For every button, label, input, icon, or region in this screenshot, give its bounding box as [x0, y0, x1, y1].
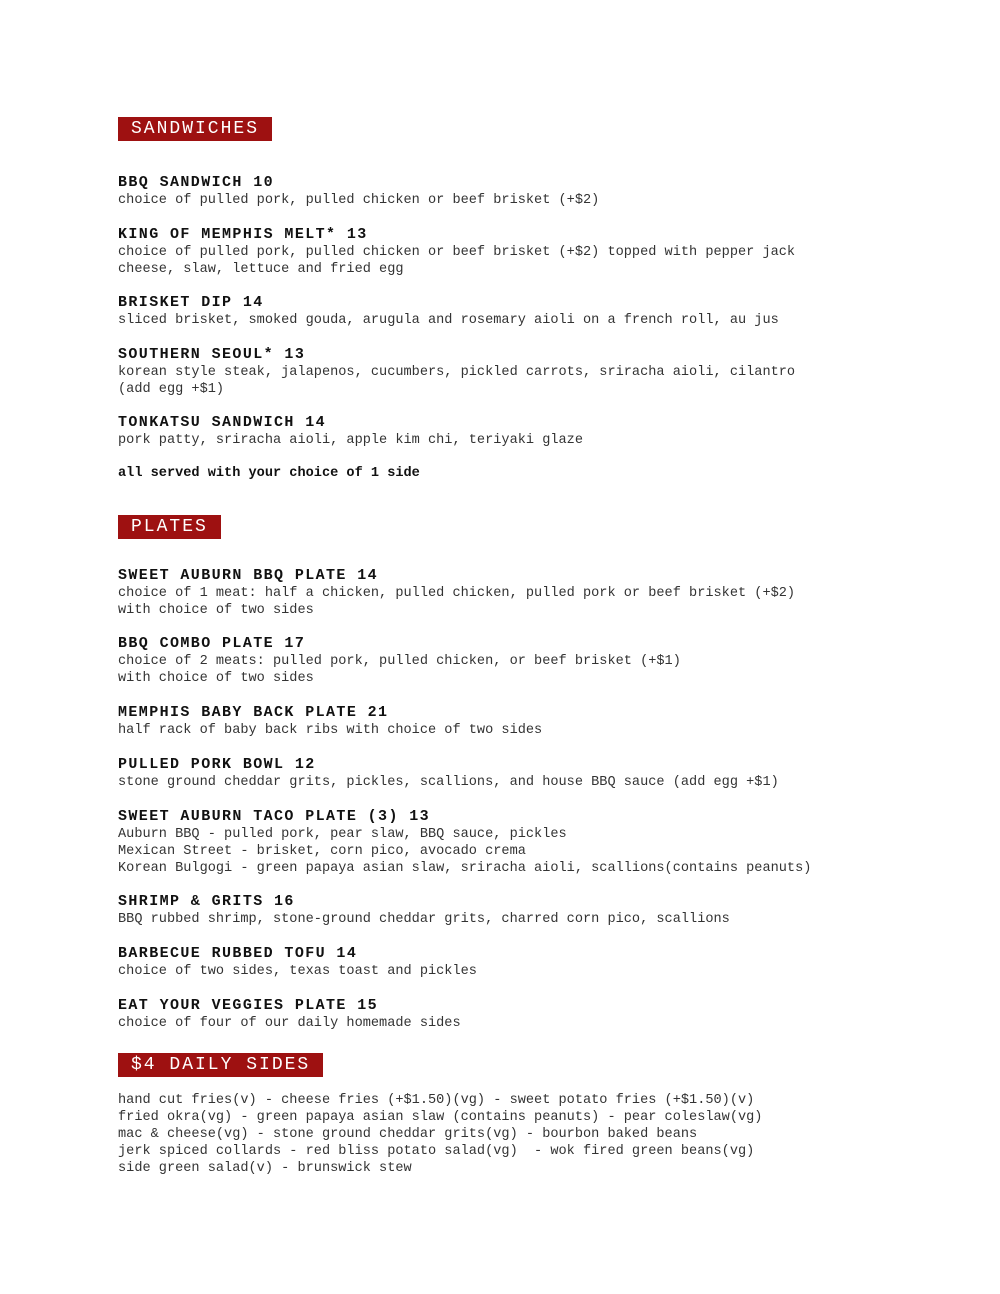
- section-tag: PLATES: [118, 515, 221, 539]
- menu-item: [118, 567, 795, 619]
- item-title: SWEET AUBURN BBQ PLATE 14: [118, 567, 379, 584]
- item-description: sliced brisket, smoked gouda, arugula and rosemary aioli on a french roll, au jus: [118, 313, 779, 328]
- item-description: with choice of two sides: [118, 603, 314, 618]
- sides-line: jerk spiced collards - red bliss potato salad(vg) - wok fired green beans(vg): [118, 1144, 755, 1159]
- item-description: choice of pulled pork, pulled chicken or beef brisket (+$2) topped with pepper jack: [118, 245, 796, 260]
- item-description: pork patty, sriracha aioli, apple kim chi, teriyaki glaze: [118, 433, 583, 448]
- item-description: BBQ rubbed shrimp, stone-ground cheddar grits, charred corn pico, scallions: [118, 912, 730, 927]
- menu-item: [118, 945, 477, 980]
- item-description: half rack of baby back ribs with choice of two sides: [118, 723, 543, 738]
- item-title: SOUTHERN SEOUL* 13: [118, 346, 306, 363]
- menu-item: [118, 294, 779, 329]
- menu-item: [118, 635, 681, 687]
- item-description: choice of pulled pork, pulled chicken or beef brisket (+$2): [118, 193, 600, 208]
- item-description: korean style steak, jalapenos, cucumbers, pickled carrots, sriracha aioli, cilantro: [118, 365, 796, 380]
- item-description: Auburn BBQ - pulled pork, pear slaw, BBQ sauce, pickles: [118, 827, 567, 842]
- menu-item: [118, 756, 779, 791]
- item-title: SWEET AUBURN TACO PLATE (3) 13: [118, 808, 431, 825]
- item-title: BARBECUE RUBBED TOFU 14: [118, 945, 358, 962]
- menu-item: [118, 346, 795, 398]
- note-text: all served with your choice of 1 side: [118, 466, 420, 481]
- item-description: stone ground cheddar grits, pickles, scallions, and house BBQ sauce (add egg +$1): [118, 775, 779, 790]
- menu-item: [118, 808, 811, 877]
- item-title: TONKATSU SANDWICH 14: [118, 414, 327, 431]
- item-description: choice of 2 meats: pulled pork, pulled chicken, or beef brisket (+$1): [118, 654, 681, 669]
- item-title: PULLED PORK BOWL 12: [118, 756, 316, 773]
- item-description: choice of two sides, texas toast and pickles: [118, 964, 477, 979]
- menu-item: [118, 997, 461, 1032]
- item-description: Korean Bulgogi - green papaya asian slaw, sriracha aioli, scallions(contains peanuts): [118, 861, 812, 876]
- menu-item: [118, 893, 730, 928]
- section-tag: $4 DAILY SIDES: [118, 1053, 323, 1077]
- item-title: EAT YOUR VEGGIES PLATE 15: [118, 997, 379, 1014]
- menu-item: [118, 174, 599, 209]
- section-tag: SANDWICHES: [118, 117, 272, 141]
- sides-line: mac & cheese(vg) - stone ground cheddar grits(vg) - bourbon baked beans: [118, 1127, 698, 1142]
- item-description: (add egg +$1): [118, 382, 225, 397]
- item-title: KING OF MEMPHIS MELT* 13: [118, 226, 368, 243]
- sides-line: fried okra(vg) - green papaya asian slaw (contains peanuts) - pear coleslaw(vg): [118, 1110, 763, 1125]
- sides-header: [118, 1053, 323, 1077]
- item-title: SHRIMP & GRITS 16: [118, 893, 295, 910]
- menu-item: [118, 226, 795, 278]
- item-description: with choice of two sides: [118, 671, 314, 686]
- item-description: choice of 1 meat: half a chicken, pulled chicken, pulled pork or beef brisket (+$2): [118, 586, 796, 601]
- item-description: Mexican Street - brisket, corn pico, avocado crema: [118, 844, 526, 859]
- item-description: choice of four of our daily homemade sides: [118, 1016, 461, 1031]
- item-title: MEMPHIS BABY BACK PLATE 21: [118, 704, 389, 721]
- item-title: BBQ SANDWICH 10: [118, 174, 275, 191]
- menu-item: [118, 704, 542, 739]
- menu-item: [118, 414, 583, 449]
- plates-header: [118, 515, 221, 539]
- sandwiches-note: [118, 465, 420, 482]
- sandwiches-header: [118, 117, 272, 141]
- sides-list: [118, 1092, 762, 1177]
- sides-line: side green salad(v) - brunswick stew: [118, 1161, 412, 1176]
- item-title: BRISKET DIP 14: [118, 294, 264, 311]
- item-description: cheese, slaw, lettuce and fried egg: [118, 262, 404, 277]
- sides-line: hand cut fries(v) - cheese fries (+$1.50)(vg) - sweet potato fries (+$1.50)(v): [118, 1093, 755, 1108]
- item-title: BBQ COMBO PLATE 17: [118, 635, 306, 652]
